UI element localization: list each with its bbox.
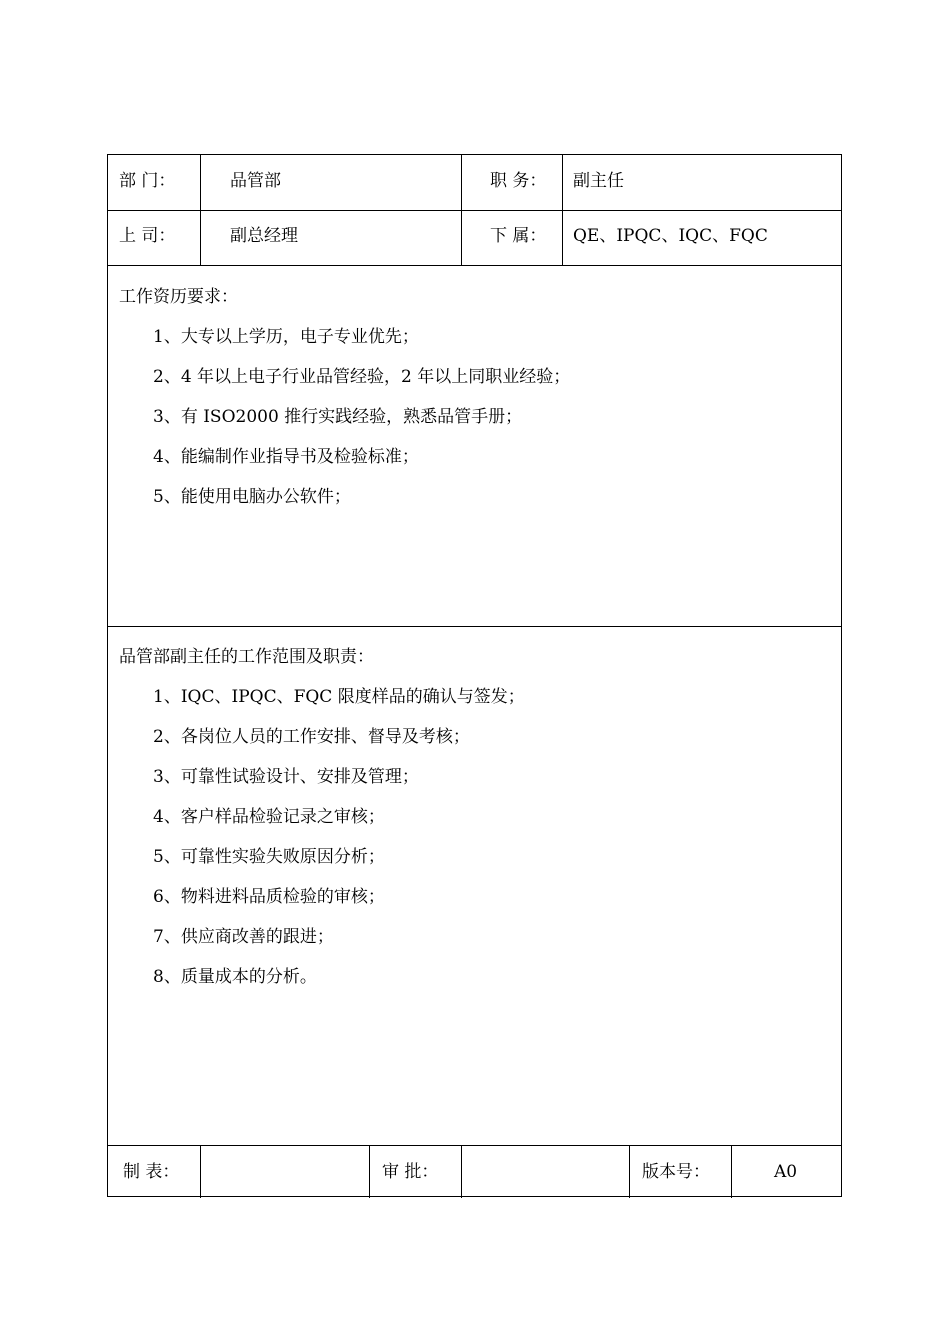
list-item: 7、供应商改善的跟进；: [153, 927, 334, 947]
list-item: 1、大专以上学历，电子专业优先；: [153, 327, 419, 347]
version-label: 版本号：: [642, 1162, 710, 1182]
dept-value: 品管部: [230, 171, 281, 191]
list-item: 6、物料进料品质检验的审核；: [153, 887, 385, 907]
superior-value: 副总经理: [230, 226, 298, 246]
job-description-form: [107, 154, 842, 1197]
col-divider: [200, 1145, 201, 1198]
subordinate-label: 下 属：: [490, 226, 547, 246]
col-divider: [562, 155, 563, 265]
list-item: 5、能使用电脑办公软件；: [153, 487, 351, 507]
position-label: 职 务：: [490, 171, 547, 191]
version-value: A0: [774, 1162, 798, 1182]
col-divider: [369, 1145, 370, 1198]
qualifications-section: [108, 265, 841, 626]
row-divider: [108, 210, 841, 211]
approver-label: 审 批：: [382, 1162, 439, 1182]
list-item: 2、4 年以上电子行业品管经验，2 年以上同职业经验；: [153, 367, 571, 387]
list-item: 4、能编制作业指导书及检验标准；: [153, 447, 419, 467]
subordinate-value: QE、IPQC、IQC、FQC: [573, 226, 768, 246]
list-item: 8、质量成本的分析。: [153, 967, 317, 987]
col-divider: [461, 1145, 462, 1198]
superior-label: 上 司：: [119, 226, 176, 246]
list-item: 4、客户样品检验记录之审核；: [153, 807, 385, 827]
list-item: 5、可靠性实验失败原因分析；: [153, 847, 385, 867]
position-value: 副主任: [573, 171, 624, 191]
duties-title: 品管部副主任的工作范围及职责：: [119, 647, 374, 667]
maker-label: 制 表：: [123, 1162, 180, 1182]
qualifications-title: 工作资历要求：: [119, 287, 238, 307]
list-item: 3、有 ISO2000 推行实践经验，熟悉品管手册；: [153, 407, 523, 427]
list-item: 1、IQC、IPQC、FQC 限度样品的确认与签发；: [153, 687, 525, 707]
col-divider: [731, 1145, 732, 1198]
dept-label: 部 门：: [119, 171, 176, 191]
list-item: 3、可靠性试验设计、安排及管理；: [153, 767, 419, 787]
col-divider: [461, 155, 462, 265]
col-divider: [629, 1145, 630, 1198]
col-divider: [200, 155, 201, 265]
duties-section: [108, 626, 841, 1145]
list-item: 2、各岗位人员的工作安排、督导及考核；: [153, 727, 470, 747]
